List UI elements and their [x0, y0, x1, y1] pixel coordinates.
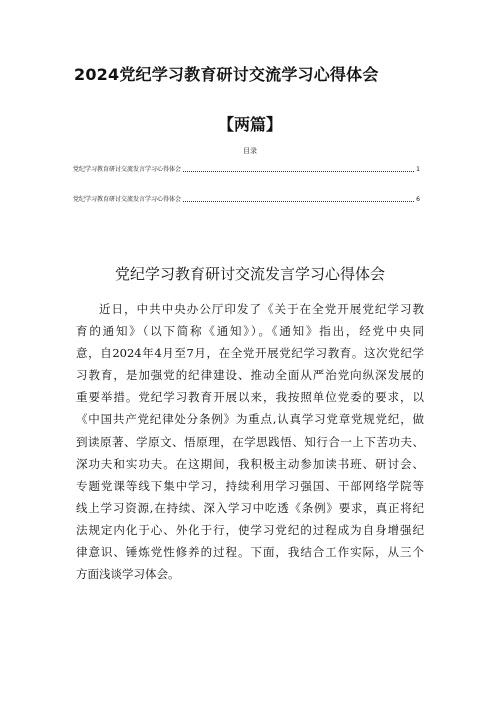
- paragraph-line: 法规定内化于心、外化于行，使学习党纪的过程成为自身增强纪: [76, 522, 424, 537]
- toc-entry-title: 党纪学习教育研讨交流发言学习心得体会: [73, 166, 182, 173]
- paragraph-line: 到读原著、学原文、悟原理，在学思践悟、知行合一上下苦功夫、: [76, 434, 424, 449]
- section-title: 党纪学习教育研讨交流发言学习心得体会: [114, 265, 385, 283]
- toc-heading: 目录: [243, 147, 257, 155]
- paragraph-line: 意，自2024年4月至7月，在全党开展党纪学习教育。这次党纪学: [76, 346, 424, 361]
- toc-leader-dots: [183, 200, 414, 202]
- paragraph-line: 方面浅谈学习体会。: [76, 567, 180, 582]
- paragraph-line: 习教育，是加强党的纪律建设、推动全面从严治党向纵深发展的: [76, 368, 424, 383]
- paragraph-line: 近日，中共中央办公厅印发了《关于在全党开展党纪学习教: [99, 302, 424, 316]
- document-title: 2024党纪学习教育研讨交流学习心得体会: [74, 65, 379, 84]
- paragraph-line: 律意识、锤炼党性修养的过程。下面，我结合工作实际，从三个: [76, 545, 424, 560]
- toc-entry-title: 党纪学习教育研讨交流发言学习心得体会: [73, 196, 182, 203]
- paragraph-line: 重要举措。党纪学习教育开展以来，我按照单位党委的要求，以: [76, 390, 424, 405]
- document-subtitle: 【两篇】: [217, 115, 282, 134]
- toc-entry[interactable]: [73, 164, 420, 174]
- paragraph-line: 深功夫和实功夫。在这期间，我积极主动参加读书班、研讨会、: [76, 456, 424, 471]
- toc-entry-page: 1: [416, 166, 420, 173]
- paragraph-line: 《中国共产党纪律处分条例》为重点,认真学习党章党规党纪，做: [76, 412, 424, 427]
- toc-leader-dots: [183, 170, 414, 172]
- paragraph-line: 专题党课等线下集中学习，持续利用学习强国、干部网络学院等: [76, 478, 424, 493]
- paragraph-line: 线上学习资源,在持续、深入学习中吃透《条例》要求，真正将纪: [76, 500, 424, 515]
- paragraph-line: 育的通知》（以下简称《通知》）。《通知》指出，经党中央同: [76, 324, 424, 339]
- toc-entry-page: 6: [416, 196, 420, 203]
- body-paragraph: [76, 298, 424, 585]
- toc-entry[interactable]: [73, 194, 420, 204]
